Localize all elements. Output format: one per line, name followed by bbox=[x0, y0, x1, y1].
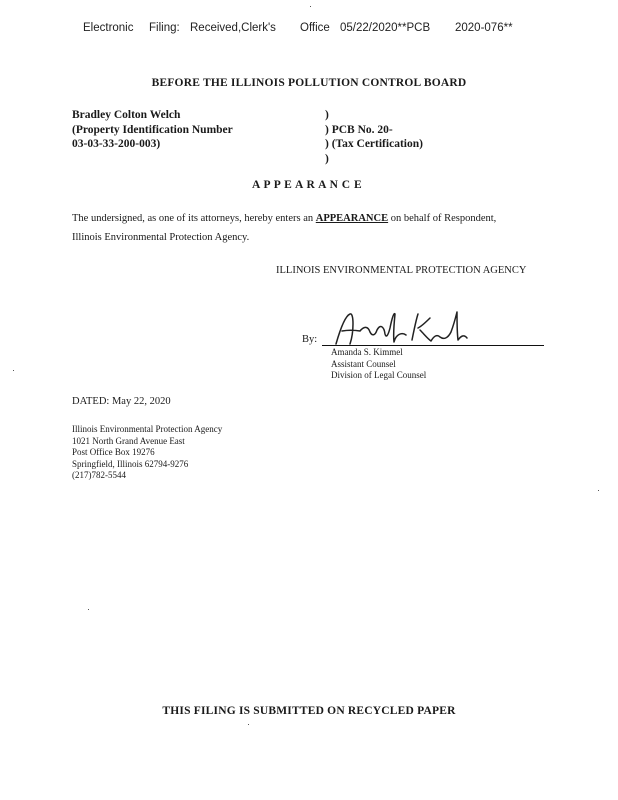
signatory-name: Amanda S. Kimmel bbox=[331, 347, 403, 357]
stamp-received: Received,Clerk's bbox=[190, 22, 276, 34]
caption-left-line: Bradley Colton Welch bbox=[72, 109, 181, 121]
body-text-before: The undersigned, as one of its attorneys, hereby enters an bbox=[72, 213, 316, 224]
agency-address bbox=[72, 424, 222, 482]
caption-right-line: ) bbox=[325, 109, 329, 121]
board-title: BEFORE THE ILLINOIS POLLUTION CONTROL BOARD bbox=[151, 77, 467, 89]
stamp-date: 05/22/2020**PCB bbox=[340, 22, 431, 34]
signatory-block bbox=[331, 347, 426, 382]
signatory-title: Assistant Counsel bbox=[331, 358, 396, 369]
agency-name: ILLINOIS ENVIRONMENTAL PROTECTION AGENCY bbox=[276, 265, 527, 276]
scan-speck bbox=[13, 370, 14, 371]
dated-line: DATED: May 22, 2020 bbox=[72, 396, 171, 407]
address-line: 1021 North Grand Avenue East bbox=[72, 435, 185, 446]
caption-left bbox=[72, 108, 233, 152]
address-line: (217)782-5544 bbox=[72, 470, 126, 480]
address-line: Springfield, Illinois 62794-9276 bbox=[72, 458, 189, 469]
signatory-division: Division of Legal Counsel bbox=[331, 370, 427, 380]
address-line: Post Office Box 19276 bbox=[72, 447, 155, 457]
caption-left-line: (Property Identification Number bbox=[72, 123, 233, 136]
by-label: By: bbox=[302, 334, 318, 345]
stamp-electronic: Electronic bbox=[83, 22, 134, 34]
scan-speck bbox=[598, 490, 599, 491]
scan-speck bbox=[310, 6, 311, 7]
stamp-filing: Filing: bbox=[149, 22, 180, 34]
address-line: Illinois Environmental Protection Agency bbox=[72, 424, 223, 434]
caption-right-line: ) (Tax Certification) bbox=[325, 138, 423, 150]
caption-right-line: ) PCB No. 20- bbox=[325, 123, 393, 136]
caption-right-line: ) bbox=[325, 152, 329, 165]
body-text-after: on behalf of Respondent, bbox=[388, 213, 497, 224]
caption-right bbox=[325, 108, 423, 166]
handwritten-signature bbox=[330, 304, 480, 349]
stamp-case-number: 2020-076** bbox=[455, 22, 513, 34]
scan-speck bbox=[248, 724, 249, 725]
body-line-1 bbox=[72, 213, 496, 224]
stamp-office: Office bbox=[300, 22, 330, 34]
body-emphasis: APPEARANCE bbox=[315, 213, 389, 224]
recycled-paper-footer: THIS FILING IS SUBMITTED ON RECYCLED PAPER bbox=[162, 705, 456, 717]
scan-speck bbox=[88, 609, 89, 610]
appearance-heading: A P P E A R A N C E bbox=[252, 179, 363, 191]
caption-left-line: 03-03-33-200-003) bbox=[72, 138, 161, 150]
body-line-2: Illinois Environmental Protection Agency. bbox=[72, 232, 250, 243]
